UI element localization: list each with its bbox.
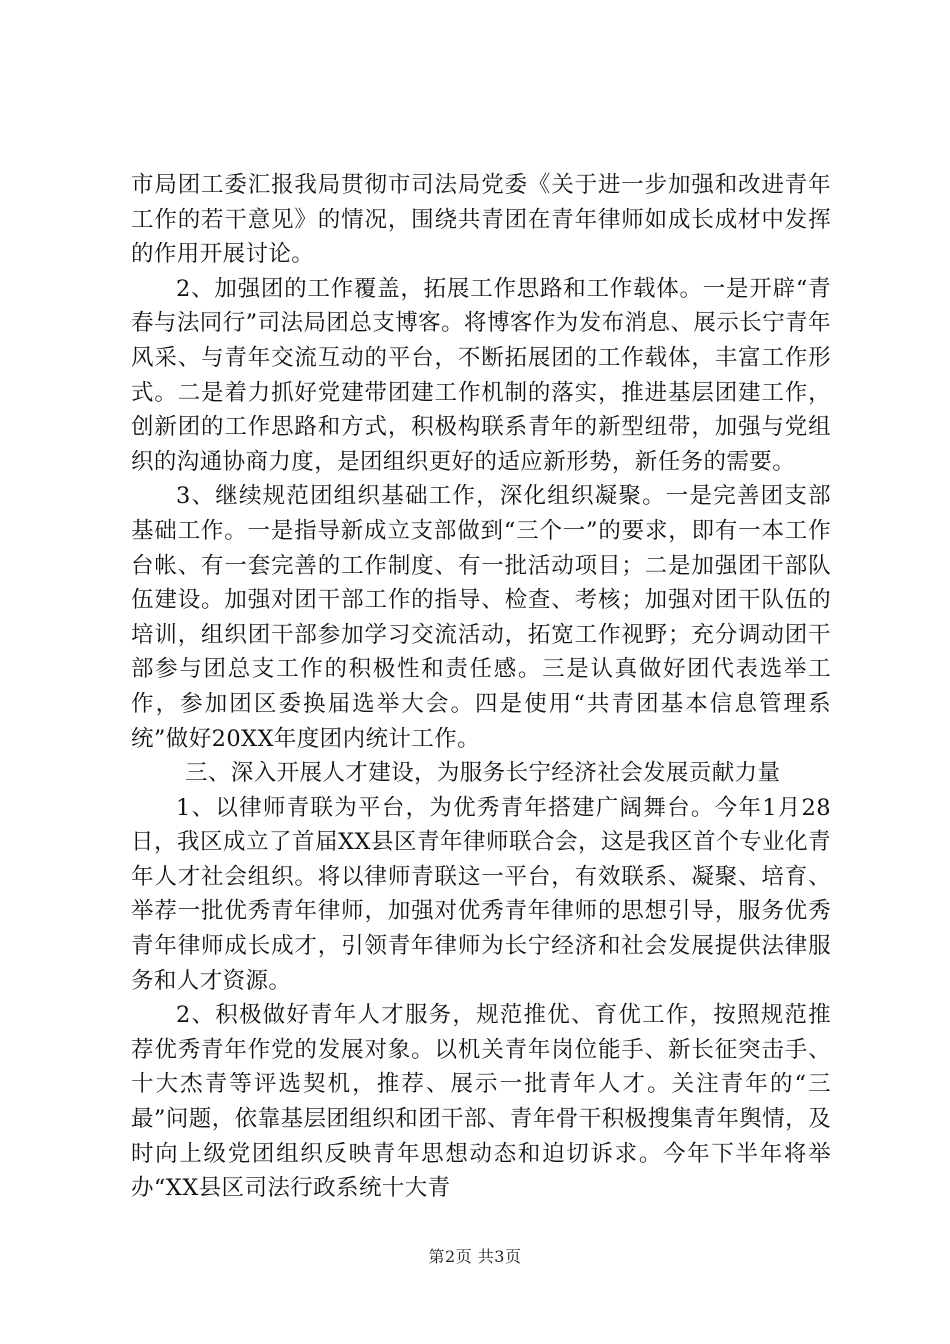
section-heading-talent: 三、深入开展人才建设，为服务长宁经济社会发展贡献力量 bbox=[185, 760, 781, 787]
paragraph-continuation: 市局团工委汇报我局贯彻市司法局党委《关于进一步加强和改进青年工作的若干意见》的情况，围绕共青团在青年律师如成长成材中发挥的作用开展讨论。 bbox=[131, 172, 831, 268]
paragraph-item-2-talent-service: 2、积极做好青年人才服务，规范推优、育优工作，按照规范推荐优秀青年作党的发展对象。以机关青年岗位能手、新长征突击手、十大杰青等评选契机，推荐、展示一批青年人才。关注青年的“三最”问题，依靠基层团组织和团干部、青年骨干积极搜集青年舆情，及时向上级党团组织反映青年思想动态和迫切诉求。今年下半年将举办“XX县区司法行政系统十大青 bbox=[131, 1002, 831, 1202]
document-body bbox=[131, 168, 831, 1206]
paragraph-item-1-lawyer-youth: 1、以律师青联为平台，为优秀青年搭建广阔舞台。今年1月28日，我区成立了首届XX县区青年律师联合会，这是我区首个专业化青年人才社会组织。将以律师青联这一平台，有效联系、凝聚、培育、举荐一批优秀青年律师，加强对优秀青年律师的思想引导，服务优秀青年律师成长成才，引领青年律师为长宁经济和社会发展提供法律服务和人才资源。 bbox=[131, 794, 831, 994]
page-footer: 第2页 共3页 bbox=[428, 1247, 522, 1266]
paragraph-item-2-coverage: 2、加强团的工作覆盖，拓展工作思路和工作载体。一是开辟“青春与法同行”司法局团总支博客。将博客作为发布消息、展示长宁青年风采、与青年交流互动的平台，不断拓展团的工作载体，丰富工作形式。二是着力抓好党建带团建工作机制的落实，推进基层团建工作，创新团的工作思路和方式，积极构联系青年的新型纽带，加强与党组织的沟通协商力度，是团组织更好的适应新形势，新任务的需要。 bbox=[131, 275, 831, 475]
paragraph-item-3-standardization: 3、继续规范团组织基础工作，深化组织凝聚。一是完善团支部基础工作。一是指导新成立支部做到“三个一”的要求，即有一本工作台帐、有一套完善的工作制度、有一批活动项目；二是加强团干部队伍建设。加强对团干部工作的指导、检查、考核；加强对团干队伍的培训，组织团干部参加学习交流活动，拓宽工作视野；充分调动团干部参与团总支工作的积极性和责任感。三是认真做好团代表选举工作，参加团区委换届选举大会。四是使用“共青团基本信息管理系统”做好20XX年度团内统计工作。 bbox=[131, 483, 831, 752]
